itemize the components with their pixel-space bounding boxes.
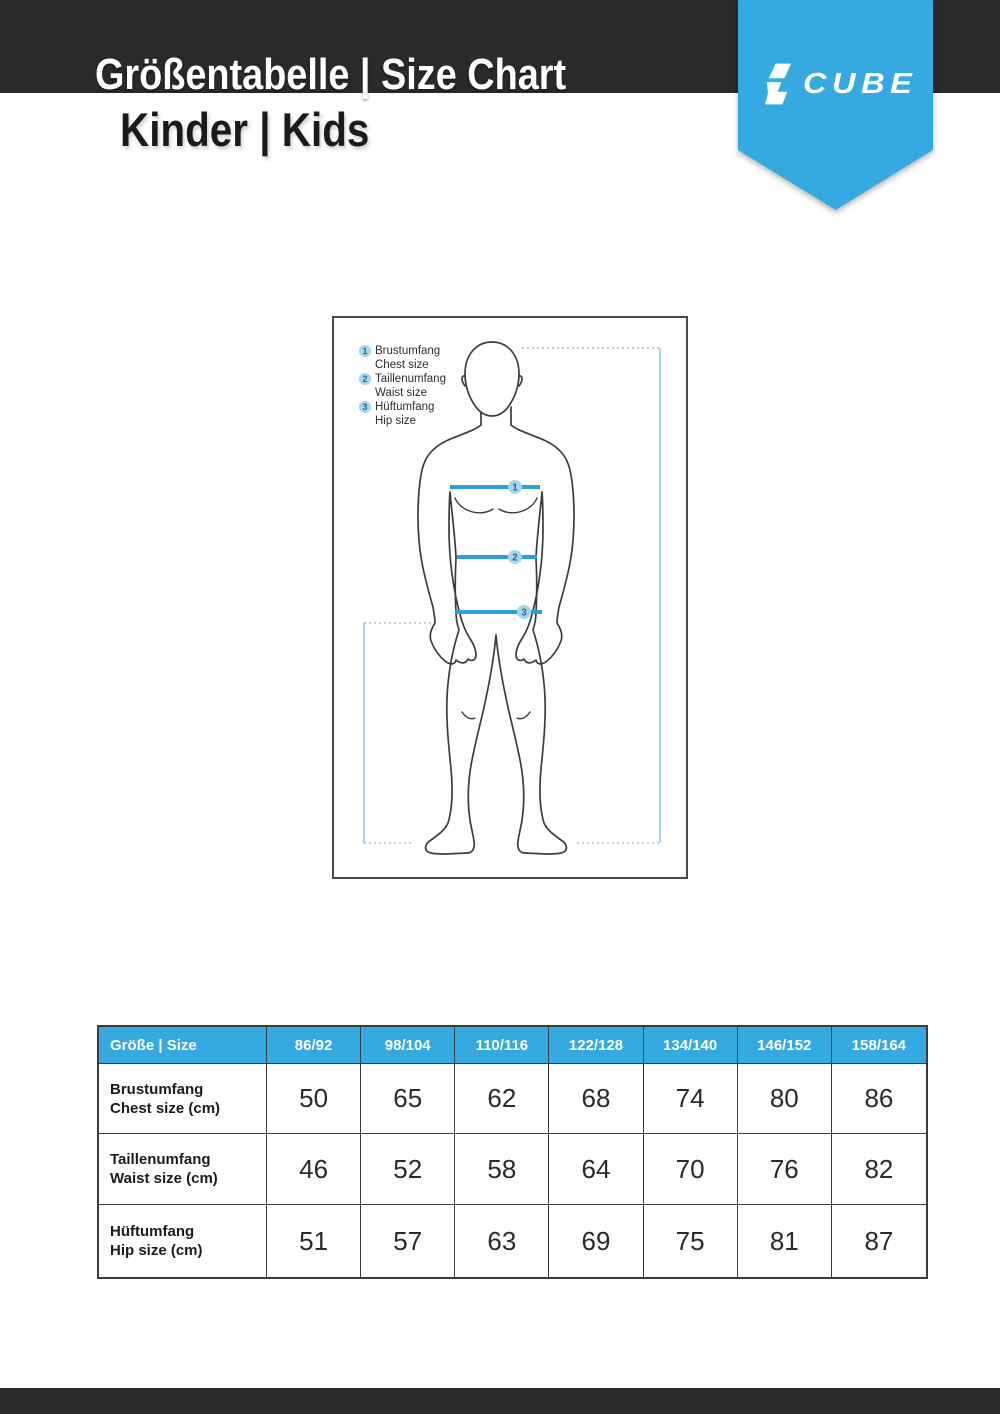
waist-value: 64	[549, 1134, 643, 1205]
waist-value: 58	[455, 1134, 549, 1205]
row-label-en: Waist size (cm)	[110, 1170, 218, 1187]
row-label-waist	[99, 1134, 267, 1205]
footer-bar	[0, 1388, 1000, 1414]
waist-value: 76	[738, 1134, 832, 1205]
cube-logo-wordmark: CUBE	[803, 67, 918, 100]
table-header-col: 86/92	[267, 1027, 361, 1064]
hip-value: 81	[738, 1205, 832, 1277]
hip-value: 63	[455, 1205, 549, 1277]
row-label-de: Hüftumfang	[110, 1223, 195, 1240]
legend-label-en: Waist size	[375, 387, 427, 399]
waist-value: 70	[644, 1134, 738, 1205]
chest-value: 68	[549, 1064, 643, 1134]
table-header-col: 146/152	[738, 1027, 832, 1064]
legend-item-hip	[359, 400, 446, 414]
table-header-col: 110/116	[455, 1027, 549, 1064]
chest-line-marker: 1	[512, 482, 518, 494]
chest-value: 62	[455, 1064, 549, 1134]
cube-logo	[738, 58, 933, 110]
chest-value: 65	[361, 1064, 455, 1134]
table-header-col: 98/104	[361, 1027, 455, 1064]
table-header-size: Größe | Size	[99, 1027, 267, 1064]
legend-item-waist	[359, 372, 446, 386]
row-label-chest	[99, 1064, 267, 1134]
hip-value: 51	[267, 1205, 361, 1277]
legend-label-en: Chest size	[375, 359, 429, 371]
row-label-de: Brustumfang	[110, 1080, 204, 1098]
brand-ribbon	[738, 0, 933, 212]
hip-value: 87	[864, 1225, 894, 1256]
legend-label-de: Taillenumfang	[375, 373, 446, 385]
waist-value: 82	[832, 1134, 926, 1205]
cube-logo-icon	[765, 63, 795, 105]
row-label-de: Taillenumfang	[110, 1151, 211, 1168]
diagram-legend	[359, 344, 446, 428]
chest-value: 50	[267, 1064, 361, 1134]
legend-label-en: Hip size	[375, 415, 416, 427]
hip-value: 57	[361, 1205, 455, 1277]
chest-value: 86	[832, 1064, 926, 1134]
legend-marker-1-icon: 1	[359, 345, 371, 357]
hip-line-marker: 3	[521, 607, 527, 619]
waist-value: 46	[267, 1134, 361, 1205]
legend-label-de: Hüftumfang	[375, 401, 435, 413]
waist-line-marker: 2	[512, 552, 518, 564]
table-header-col: 158/164	[832, 1027, 926, 1064]
chest-value: 74	[644, 1064, 738, 1134]
legend-label-de: Brustumfang	[375, 345, 441, 357]
measurement-diagram	[332, 316, 688, 879]
row-label-hip	[99, 1205, 267, 1277]
legend-marker-2-icon: 2	[359, 373, 371, 385]
row-label-en: Hip size (cm)	[110, 1242, 203, 1259]
hip-value: 75	[644, 1205, 738, 1277]
size-table	[97, 1025, 928, 1279]
page-title: Größentabelle | Size Chart	[95, 50, 567, 99]
legend-item-chest	[359, 344, 446, 358]
page-subtitle: Kinder | Kids	[120, 103, 370, 156]
hip-value: 69	[549, 1205, 643, 1277]
table-header-col: 134/140	[644, 1027, 738, 1064]
table-header-col: 122/128	[549, 1027, 643, 1064]
legend-marker-3-icon: 3	[359, 401, 371, 413]
chest-value: 80	[738, 1064, 832, 1134]
row-label-en: Chest size (cm)	[110, 1099, 221, 1117]
waist-value: 52	[361, 1134, 455, 1205]
